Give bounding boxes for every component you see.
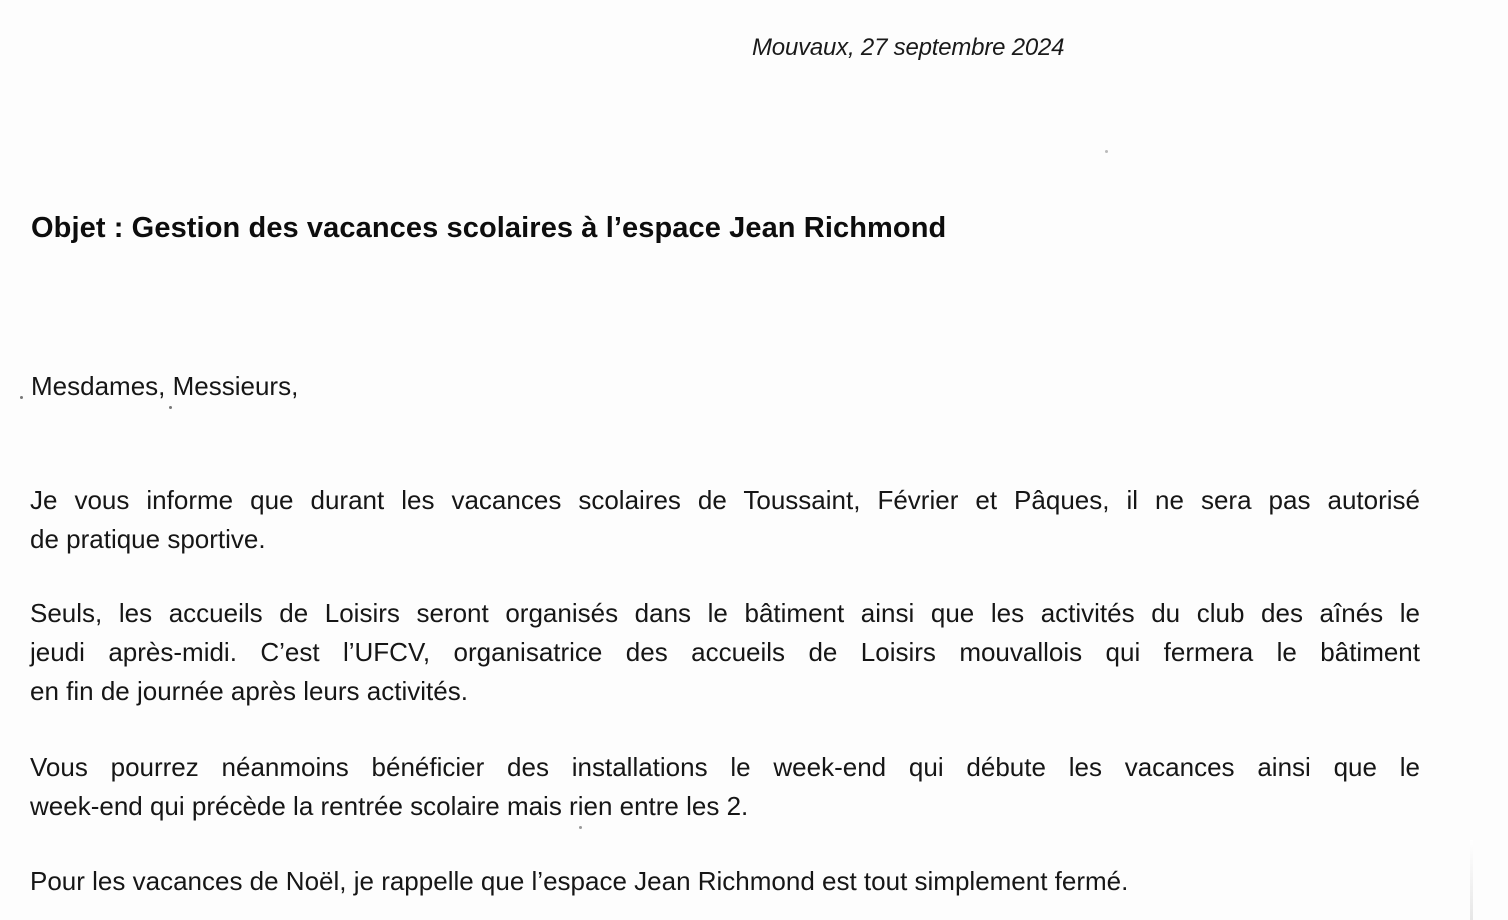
paragraph-line: week-end qui précède la rentrée scolaire mais rien entre les 2.	[30, 791, 749, 821]
paragraph-line: Je vous informe que durant les vacances scolaires de Toussaint, Février et Pâques, il ne sera pas autorisé	[30, 485, 1420, 515]
paragraph-weekend-access	[30, 748, 1420, 826]
paragraph-line: de pratique sportive.	[30, 524, 266, 554]
paragraph-line: jeudi après-midi. C’est l’UFCV, organisatrice des accueils de Loisirs mouvallois qui fermera le bâtiment	[30, 637, 1420, 667]
paragraph-vacation-closure	[30, 481, 1420, 559]
date-line: Mouvaux, 27 septembre 2024	[752, 34, 1065, 61]
scan-edge-shadow	[1470, 840, 1473, 920]
paragraph-christmas-closure	[30, 862, 1420, 901]
paragraph-leisure-activities	[30, 594, 1420, 711]
paragraph-line: en fin de journée après leurs activités.	[30, 676, 468, 706]
scan-speck	[1105, 150, 1108, 153]
scan-speck	[579, 826, 582, 829]
scan-speck	[20, 396, 23, 399]
paragraph-line: Pour les vacances de Noël, je rappelle que l’espace Jean Richmond est tout simplement fermé.	[30, 866, 1129, 896]
scan-speck	[169, 406, 172, 409]
paragraph-line: Seuls, les accueils de Loisirs seront organisés dans le bâtiment ainsi que les activités du club des aînés le	[30, 598, 1420, 628]
paragraph-line: Vous pourrez néanmoins bénéficier des installations le week-end qui débute les vacances ainsi que le	[30, 752, 1420, 782]
subject-line: Objet : Gestion des vacances scolaires à l’espace Jean Richmond	[31, 212, 947, 244]
salutation: Mesdames, Messieurs,	[31, 371, 299, 401]
